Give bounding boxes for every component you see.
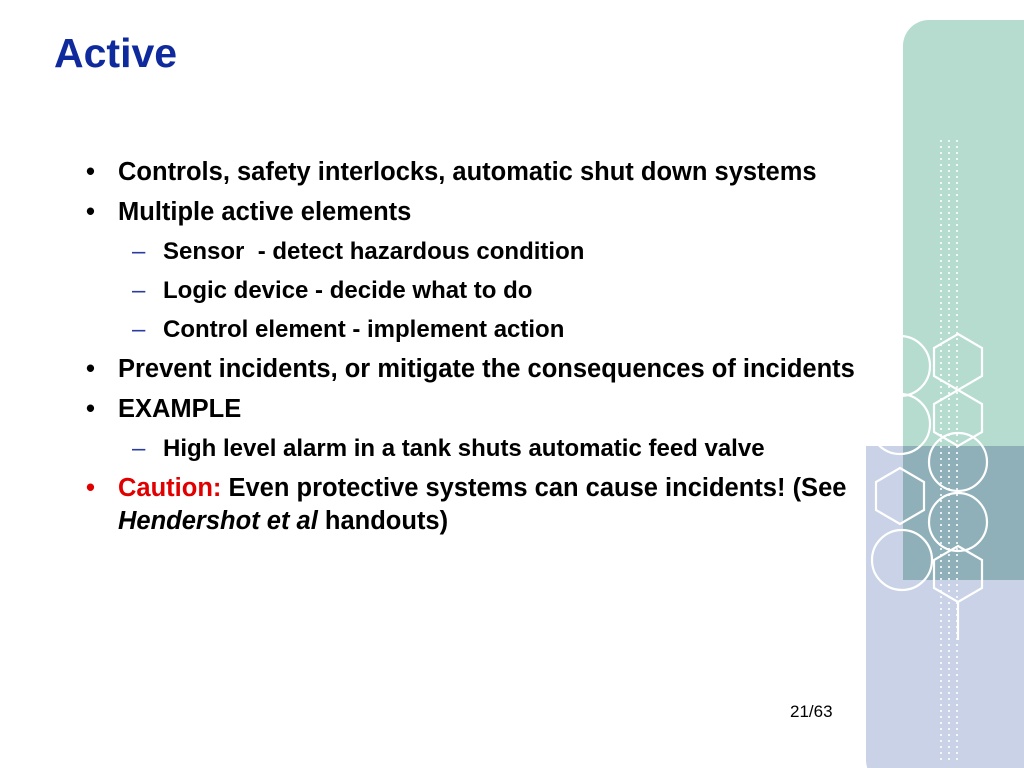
sub-bullet-text: Logic device - decide what to do (163, 277, 533, 304)
caution-text: Even protective systems can cause incidents! (See (221, 474, 854, 502)
sub-bullet-item (80, 433, 860, 465)
bullet-list (80, 156, 860, 545)
citation-text: Hendershot et al (118, 507, 318, 535)
dash-marker: – (132, 316, 146, 343)
page-number: 21/63 (790, 702, 833, 721)
sub-bullet-item (80, 236, 860, 268)
caution-bullet-item (80, 472, 860, 538)
sub-bullet-item (80, 275, 860, 307)
bullet-text: Multiple active elements (118, 198, 412, 226)
sub-bullet-text: Control element - implement action (163, 316, 565, 343)
slide-title: Active (54, 30, 178, 76)
bullet-marker: • (86, 158, 95, 186)
bullet-marker: • (86, 474, 95, 502)
bullet-marker: • (86, 355, 95, 383)
dash-marker: – (132, 435, 146, 462)
bullet-marker: • (86, 395, 95, 423)
bullet-text: Controls, safety interlocks, automatic shut down systems (118, 158, 817, 186)
bullet-item (80, 156, 860, 189)
sub-bullet-item (80, 314, 860, 346)
bullet-item (80, 196, 860, 229)
sub-bullet-text: Sensor - detect hazardous condition (163, 238, 585, 265)
bullet-item (80, 353, 860, 386)
bullet-text: EXAMPLE (118, 395, 242, 423)
bullet-item (80, 393, 860, 426)
overlap-panel (903, 446, 1024, 580)
dash-marker: – (132, 238, 146, 265)
bullet-marker: • (86, 198, 95, 226)
caution-label: Caution: (118, 474, 222, 502)
caution-text-end: handouts) (317, 507, 449, 535)
sub-bullet-text: High level alarm in a tank shuts automatic feed valve (163, 435, 765, 462)
bullet-text: Prevent incidents, or mitigate the consequences of incidents (118, 355, 855, 383)
dash-marker: – (132, 277, 146, 304)
